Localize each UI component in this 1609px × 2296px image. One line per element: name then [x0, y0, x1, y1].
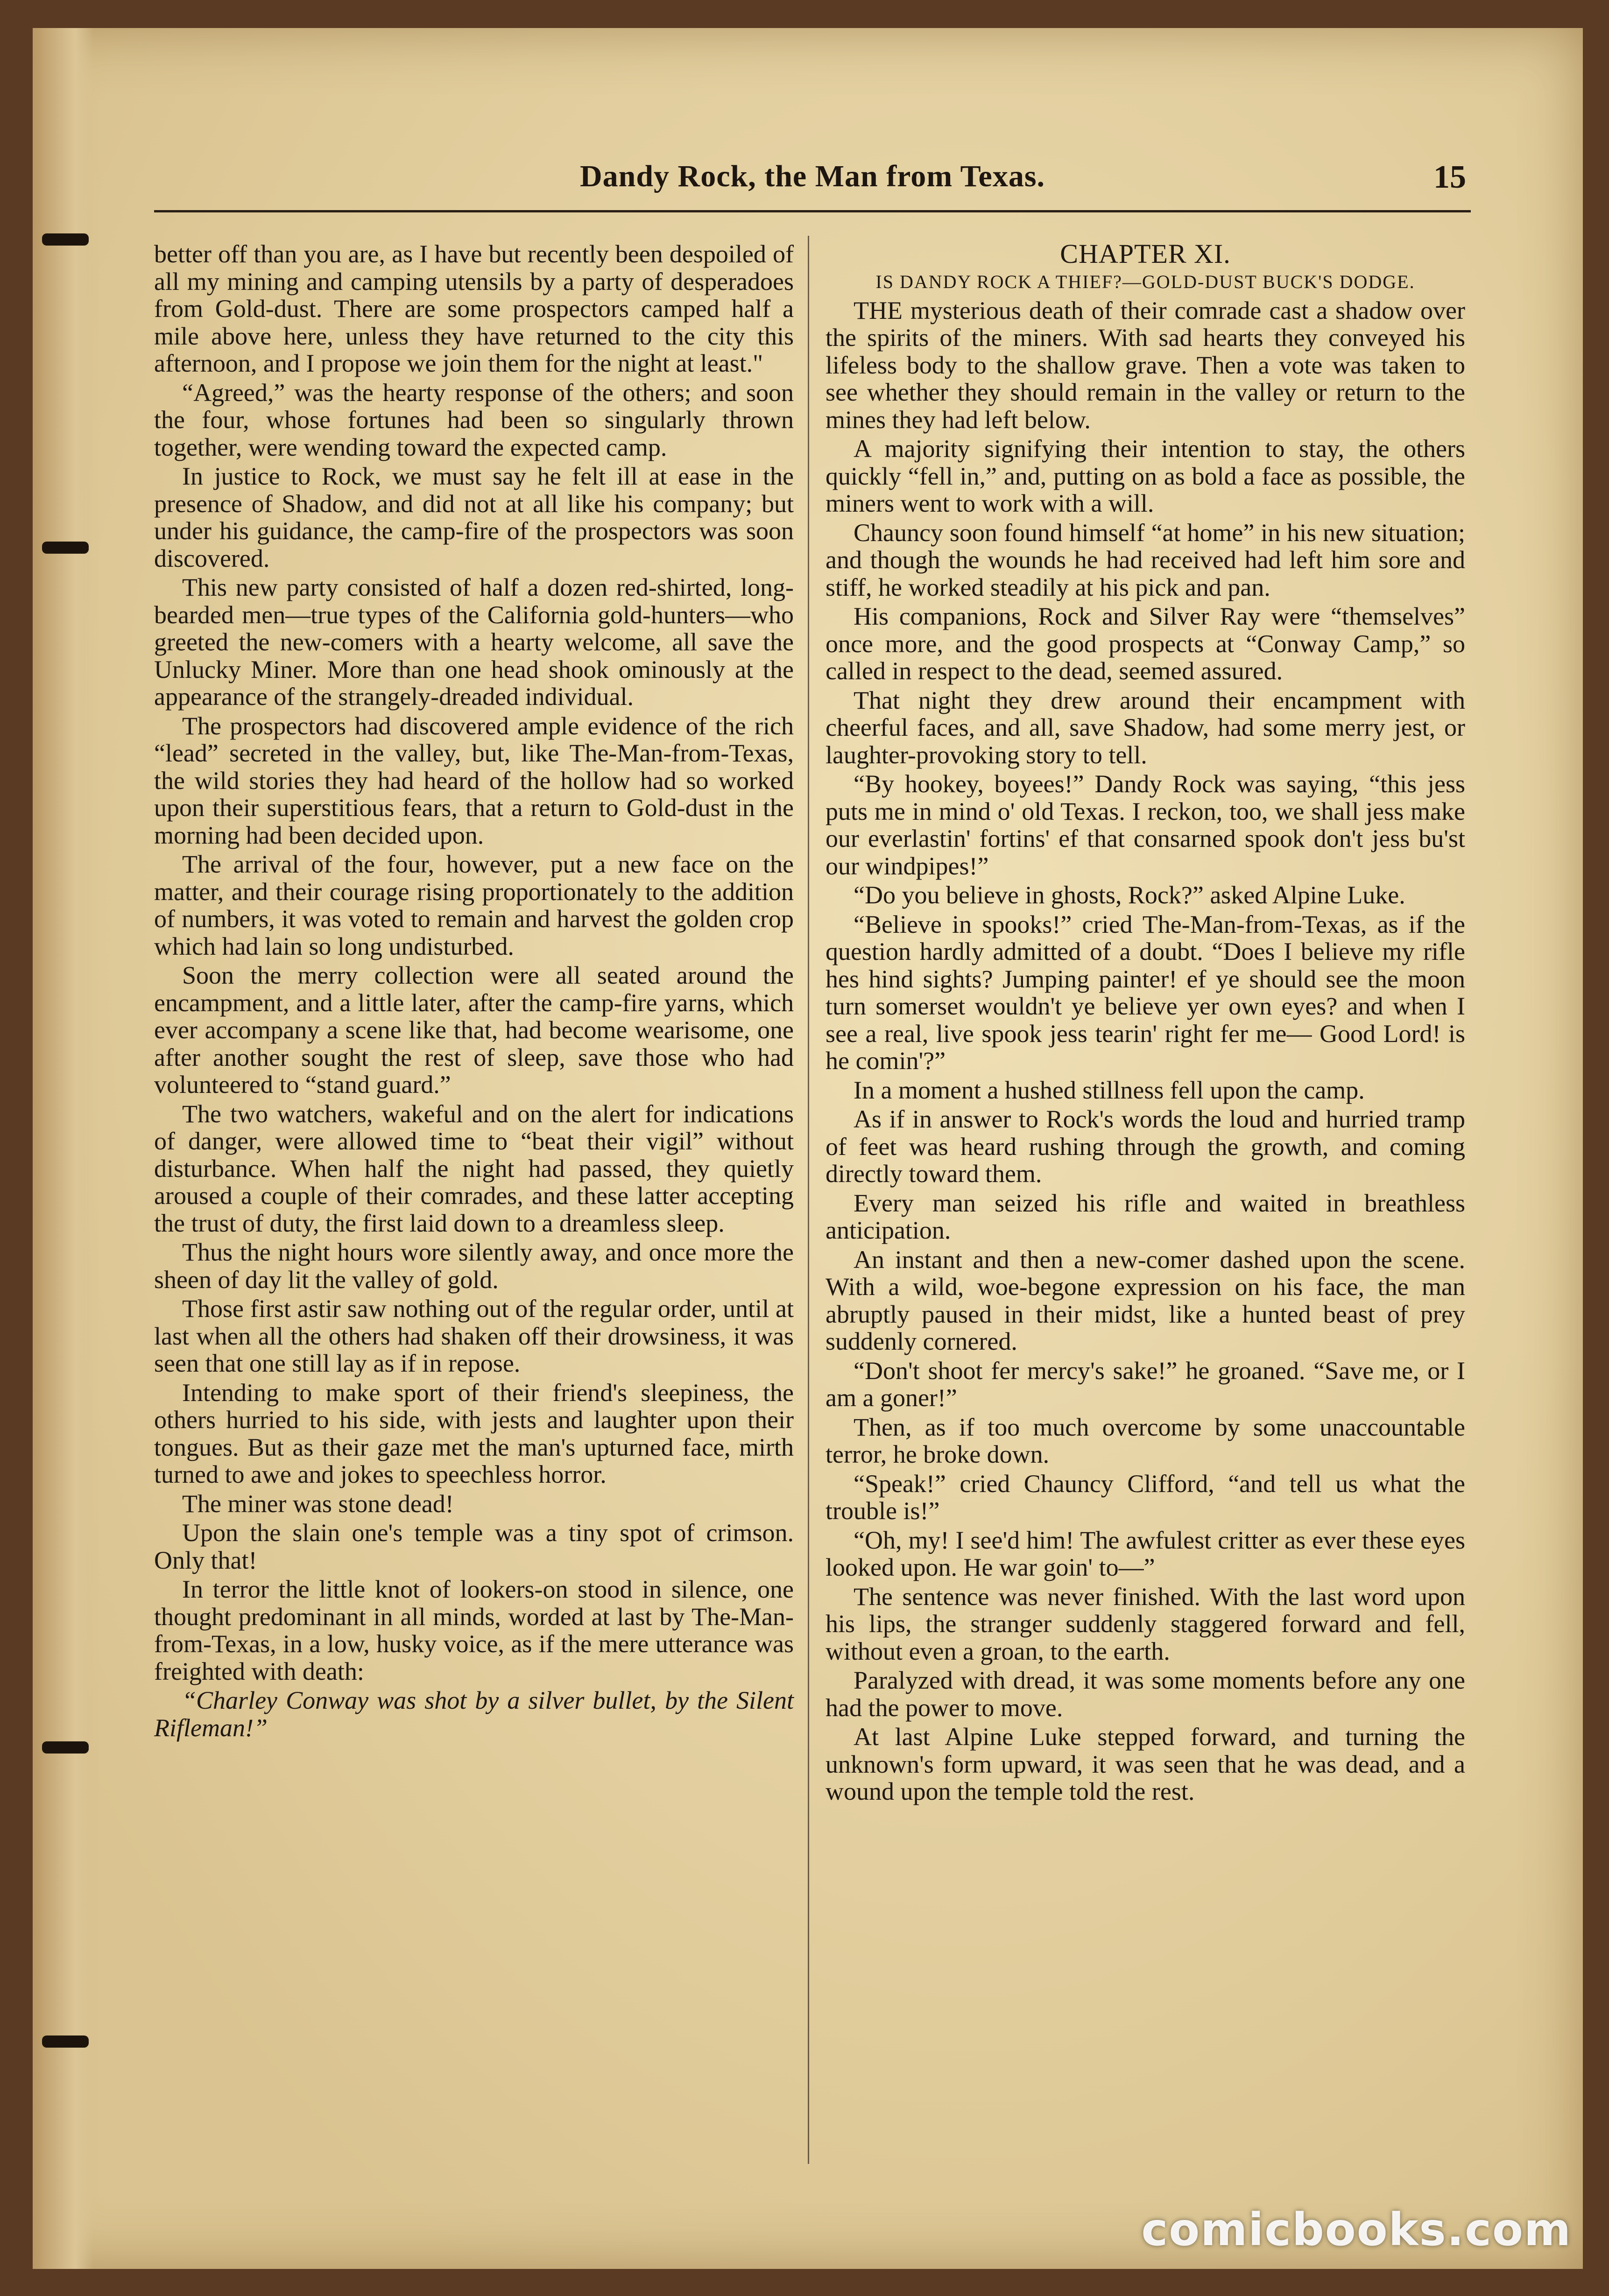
paragraph: As if in answer to Rock's words the loud and hurried tramp of feet was heard rushing through the growth, and coming directly toward them. [826, 1105, 1465, 1188]
paragraph: Those first astir saw nothing out of the regular order, until at last when all the others had shaken off their drowsiness, it was seen that one still lay as if in repose. [154, 1295, 794, 1377]
paragraph: That night they drew around their encampment with cheerful faces, and all, save Shadow, had some merry jest, or laughter-provoking story to tell. [826, 686, 1465, 769]
paragraph: At last Alpine Luke stepped forward, and turning the unknown's form upward, it was seen that he was dead, and a wound upon the temple told the rest. [826, 1723, 1465, 1805]
paragraph: The two watchers, wakeful and on the alert for indications of danger, were allowed time to “beat their vigil” without disturbance. When half the night had passed, they quietly aroused a couple of their comrades, and these latter accepting the trust of duty, the first laid down to a dreamless sleep. [154, 1099, 794, 1237]
paragraph: Soon the merry collection were all seated around the encampment, and a little later, after the camp-fire yarns, which ever accompany a scene like that, had become wearisome, one after another sought the rest of sleep, save those who had volunteered to “stand guard.” [154, 961, 794, 1099]
paragraph: Then, as if too much overcome by some unaccountable terror, he broke down. [826, 1413, 1465, 1468]
paragraph: In a moment a hushed stillness fell upon the camp. [854, 1076, 1365, 1104]
binding-stitch [42, 2035, 89, 2048]
binding-stitch [42, 542, 89, 554]
paragraph: Thus the night hours wore silently away, and once more the sheen of day lit the valley of gold. [154, 1238, 794, 1294]
column-divider [808, 236, 809, 2164]
paragraph: “Speak!” cried Chauncy Clifford, “and tell us what the trouble is!” [826, 1469, 1465, 1525]
paragraph: Every man seized his rifle and waited in breathless anticipation. [826, 1189, 1465, 1244]
paragraph-quote: “Charley Conway was shot by a silver bullet, by the Silent Rifleman!” [154, 1686, 794, 1742]
paragraph: In terror the little knot of lookers-on stood in silence, one thought predominant in all minds, worded at last by The-Man-from-Texas, in a low, husky voice, as if the mere utterance was freighted with death: [154, 1575, 794, 1685]
right-column [826, 240, 1465, 1807]
paragraph: “Don't shoot fer mercy's sake!” he groaned. “Save me, or I am a goner!” [826, 1356, 1465, 1412]
paragraph: The miner was stone dead! [182, 1489, 454, 1518]
paragraph: THE mysterious death of their comrade cast a shadow over the spirits of the miners. With sad hearts they conveyed his lifeless body to the shallow grave. Then a vote was taken to see whether they should remain in the valley or return to the mines they had left below. [826, 296, 1465, 434]
chapter-heading: CHAPTER XI. [1060, 239, 1231, 269]
page-spine [33, 28, 93, 2269]
paragraph: A majority signifying their intention to stay, the others quickly “fell in,” and, putting on as bold a face as possible, the miners went to work with a will. [826, 435, 1465, 517]
paragraph: “Agreed,” was the hearty response of the others; and soon the four, whose fortunes had been so singularly thrown together, were wending toward the expected camp. [154, 378, 794, 461]
paragraph: Paralyzed with dread, it was some moments before any one had the power to move. [826, 1666, 1465, 1722]
paragraph: Chauncy soon found himself “at home” in his new situation; and though the wounds he had received had left him sore and stiff, he worked steadily at his pick and pan. [826, 518, 1465, 601]
watermark: comicbooks.com [1141, 2204, 1572, 2256]
page-header [154, 159, 1471, 212]
left-column [154, 240, 794, 1743]
paragraph: The arrival of the four, however, put a new face on the matter, and their courage rising proportionately to the addition of numbers, it was voted to remain and harvest the golden crop which had lain so long undisturbed. [154, 850, 794, 960]
paragraph: Intending to make sport of their friend's sleepiness, the others hurried to his side, with jests and laughter upon their tongues. But as their gaze met the man's upturned face, mirth turned to awe and jokes to speechless horror. [154, 1378, 794, 1488]
paragraph: “Do you believe in ghosts, Rock?” asked Alpine Luke. [854, 881, 1405, 909]
chapter-subtitle: IS DANDY ROCK A THIEF?—GOLD-DUST BUCK'S DODGE. [875, 271, 1415, 292]
paragraph: better off than you are, as I have but recently been despoiled of all my mining and camping utensils by a party of desperadoes from Gold-dust. There are some prospectors camped half a mile above here, unless they have returned to the city this afternoon, and I propose we join them for the night at least." [154, 240, 794, 377]
running-title: Dandy Rock, the Man from Texas. [579, 159, 1045, 193]
paragraph: In justice to Rock, we must say he felt ill at ease in the presence of Shadow, and did not at all like his company; but under his guidance, the camp-fire of the prospectors was soon discovered. [154, 462, 794, 572]
paragraph: “By hookey, boyees!” Dandy Rock was saying, “this jess puts me in mind o' old Texas. I reckon, too, we shall jess make our everlastin' fortins' ef that consarned spook don't jess bu'st our windpipes!” [826, 770, 1465, 880]
binding-stitch [42, 1741, 89, 1754]
paragraph: An instant and then a new-comer dashed upon the scene. With a wild, woe-begone expression on his face, the man abruptly paused in their midst, like a hunted beast of prey suddenly cornered. [826, 1245, 1465, 1355]
paragraph: This new party consisted of half a dozen red-shirted, long-bearded men—true types of the California gold-hunters—who greeted the new-comers with a hearty welcome, all save the Unlucky Miner. More than one head shook ominously at the appearance of the strangely-dreaded individual. [154, 573, 794, 711]
paragraph: His companions, Rock and Silver Ray were “themselves” once more, and the good prospects at “Conway Camp,” so called in respect to the dead, seemed assured. [826, 602, 1465, 685]
paragraph: The prospectors had discovered ample evidence of the rich “lead” secreted in the valley, but, like The-Man-from-Texas, the wild stories they had heard of the hollow had so worked upon their superstitious fears, that a return to Gold-dust in the morning had been decided upon. [154, 711, 794, 849]
paragraph: Upon the slain one's temple was a tiny spot of crimson. Only that! [154, 1519, 794, 1574]
paragraph: “Believe in spooks!” cried The-Man-from-Texas, as if the question hardly admitted of a doubt. “Does I believe my rifle hes hind sights? Jumping painter! ef ye should see the moon turn somerset wouldn't ye believe yer own eyes? and when I see a real, live spook jess tearin' right fer me— Good Lord! is he comin'?” [826, 910, 1465, 1075]
paragraph: The sentence was never finished. With the last word upon his lips, the stranger suddenly staggered forward and fell, without even a groan, to the earth. [826, 1582, 1465, 1665]
binding-stitch [42, 233, 89, 246]
paragraph: “Oh, my! I see'd him! The awfulest critter as ever these eyes looked upon. He war goin' to—” [826, 1526, 1465, 1581]
page-number: 15 [1433, 159, 1466, 195]
